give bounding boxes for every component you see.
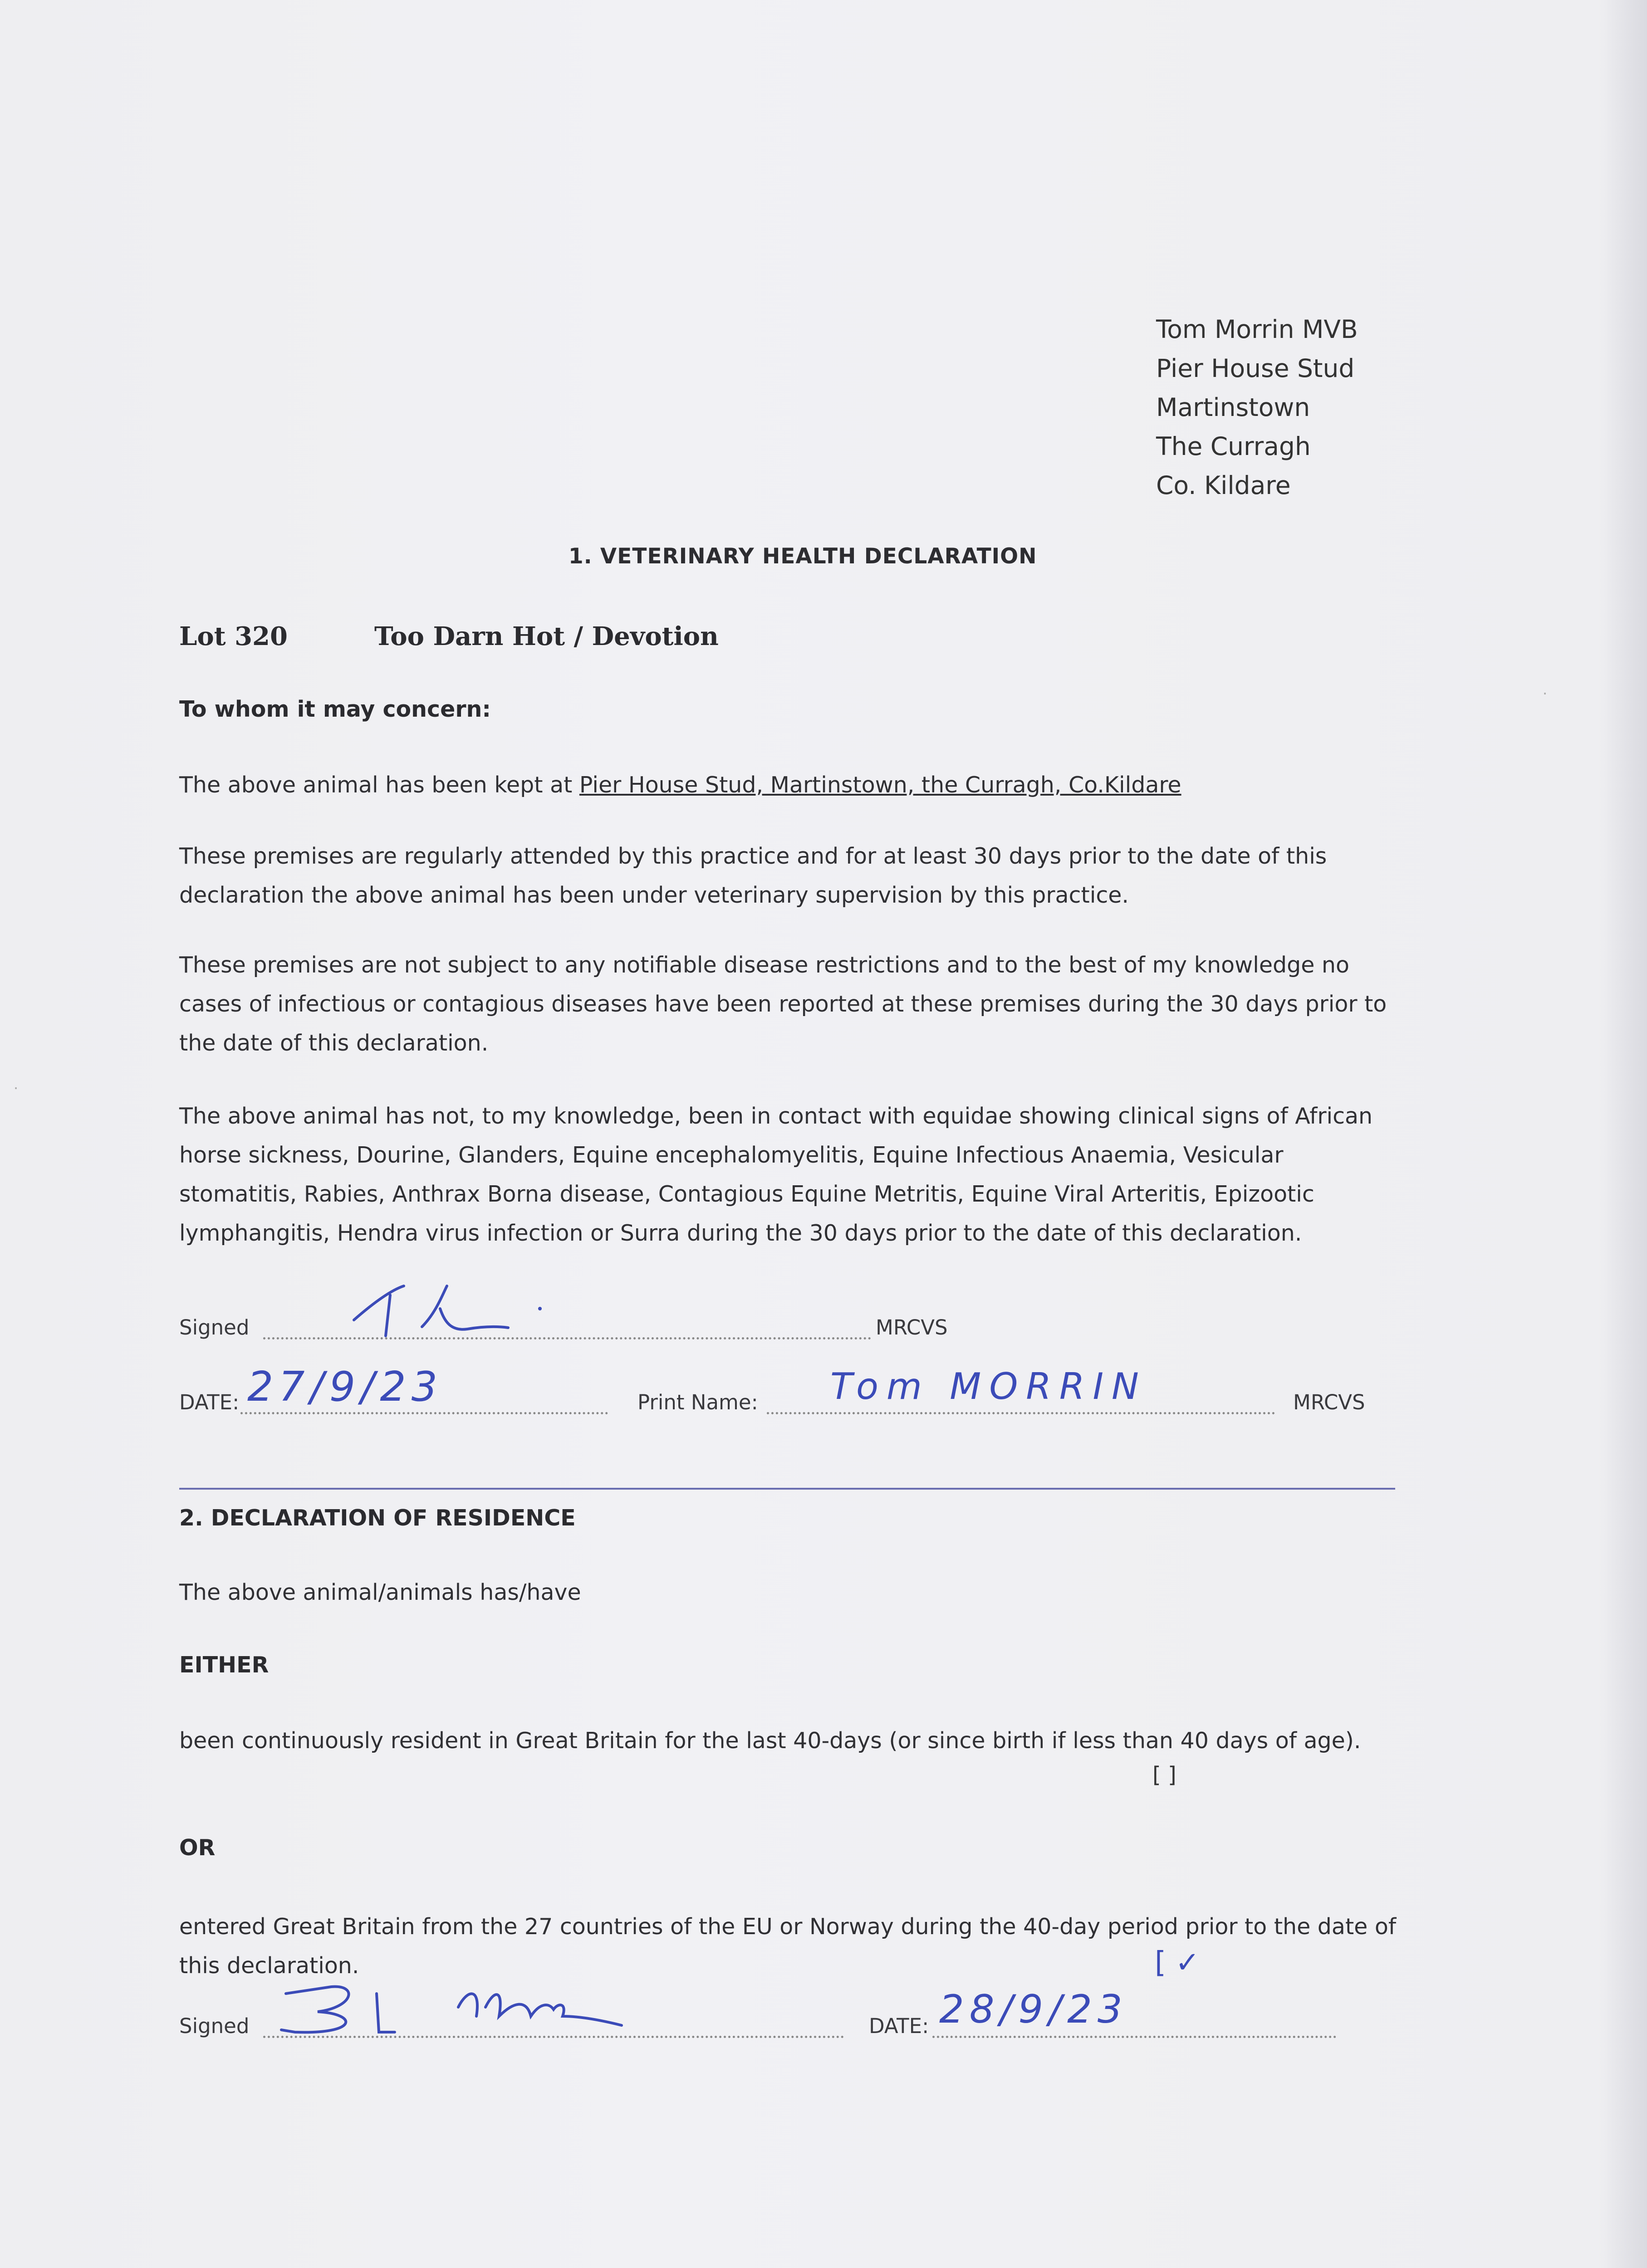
address-line-area: The Curragh bbox=[1156, 432, 1311, 461]
print-name-handwritten: Tom MORRIN bbox=[830, 1365, 1147, 1408]
print-name-dotted-line bbox=[767, 1408, 1275, 1414]
contact-text: The above animal has not, to my knowledge, been in contact with equidae showing clinical signs of African horse sickness, Dourine, Glanders, Equine encephalomyelitis, Equine Infectious Anaemia, Vesicular stomatitis, Rabies, Anthrax Borna disease, Contagious Equine Metritis, Equine Viral Arteritis, Epizootic lymphangitis, Hendra virus infection or Surra during the 30 days prior to the date of this declaration. bbox=[179, 1103, 1373, 1246]
date-label-1: DATE: bbox=[179, 1390, 240, 1414]
salutation: To whom it may concern: bbox=[179, 696, 491, 722]
restrictions-paragraph bbox=[179, 946, 1404, 1063]
either-label: EITHER bbox=[179, 1652, 269, 1678]
address-line-county: Co. Kildare bbox=[1156, 471, 1291, 500]
date-dotted-line-2 bbox=[932, 2032, 1336, 2038]
section1-title: 1. VETERINARY HEALTH DECLARATION bbox=[569, 544, 1037, 569]
kept-at-prefix: The above animal has been kept at bbox=[179, 772, 579, 798]
option-resident-paragraph bbox=[179, 1721, 1404, 1760]
option-resident-text: been continuously resident in Great Britain for the last 40-days (or since birth if less than 40 days of age). bbox=[179, 1728, 1361, 1754]
print-name-label: Print Name: bbox=[637, 1390, 758, 1414]
residence-intro: The above animal/animals has/have bbox=[179, 1579, 581, 1605]
option-entered-text: entered Great Britain from the 27 countries of the EU or Norway during the 40-day period prior to the date of this declaration. bbox=[179, 1914, 1397, 1979]
kept-at-paragraph bbox=[179, 766, 1404, 805]
lot-name: Too Darn Hot / Devotion bbox=[374, 621, 719, 651]
scan-mark: · bbox=[14, 1080, 19, 1097]
kept-at-place: Pier House Stud, Martinstown, the Curragh, Co.Kildare bbox=[579, 772, 1181, 798]
option-entered-paragraph bbox=[179, 1907, 1404, 1985]
section2-title: 2. DECLARATION OF RESIDENCE bbox=[179, 1505, 576, 1531]
vet-date-handwritten: 27/9/23 bbox=[247, 1363, 443, 1411]
mrcvs-label-2: MRCVS bbox=[1293, 1390, 1365, 1414]
signed-label-2: Signed bbox=[179, 2014, 250, 2038]
mrcvs-label-1: MRCVS bbox=[876, 1315, 948, 1339]
supervision-paragraph bbox=[179, 837, 1404, 915]
restrictions-text: These premises are not subject to any notifiable disease restrictions and to the best of my knowledge no cases of infectious or contagious diseases have been reported at these premises during the 30 days prior to the date of this declaration. bbox=[179, 952, 1387, 1056]
address-line-name: Tom Morrin MVB bbox=[1156, 315, 1358, 344]
signed-label-1: Signed bbox=[179, 1315, 250, 1339]
option-entered-checkbox[interactable]: [ ✓ bbox=[1155, 1946, 1200, 1980]
date-label-2: DATE: bbox=[869, 2014, 929, 2038]
scan-mark: · bbox=[1543, 685, 1548, 702]
vet-signature bbox=[345, 1277, 563, 1345]
owner-signature bbox=[268, 1975, 721, 2048]
owner-date-handwritten: 28/9/23 bbox=[939, 1987, 1128, 2032]
supervision-text: These premises are regularly attended by this practice and for at least 30 days prior to the date of this declaration the above animal has been under veterinary supervision by this practice. bbox=[179, 843, 1327, 908]
lot-number: Lot 320 bbox=[179, 621, 288, 651]
or-label: OR bbox=[179, 1835, 216, 1861]
section-divider bbox=[179, 1488, 1395, 1490]
address-line-town: Martinstown bbox=[1156, 393, 1310, 422]
option-resident-checkbox[interactable]: [ ] bbox=[1152, 1762, 1176, 1788]
address-line-stud: Pier House Stud bbox=[1156, 354, 1355, 383]
contact-paragraph bbox=[179, 1097, 1404, 1253]
